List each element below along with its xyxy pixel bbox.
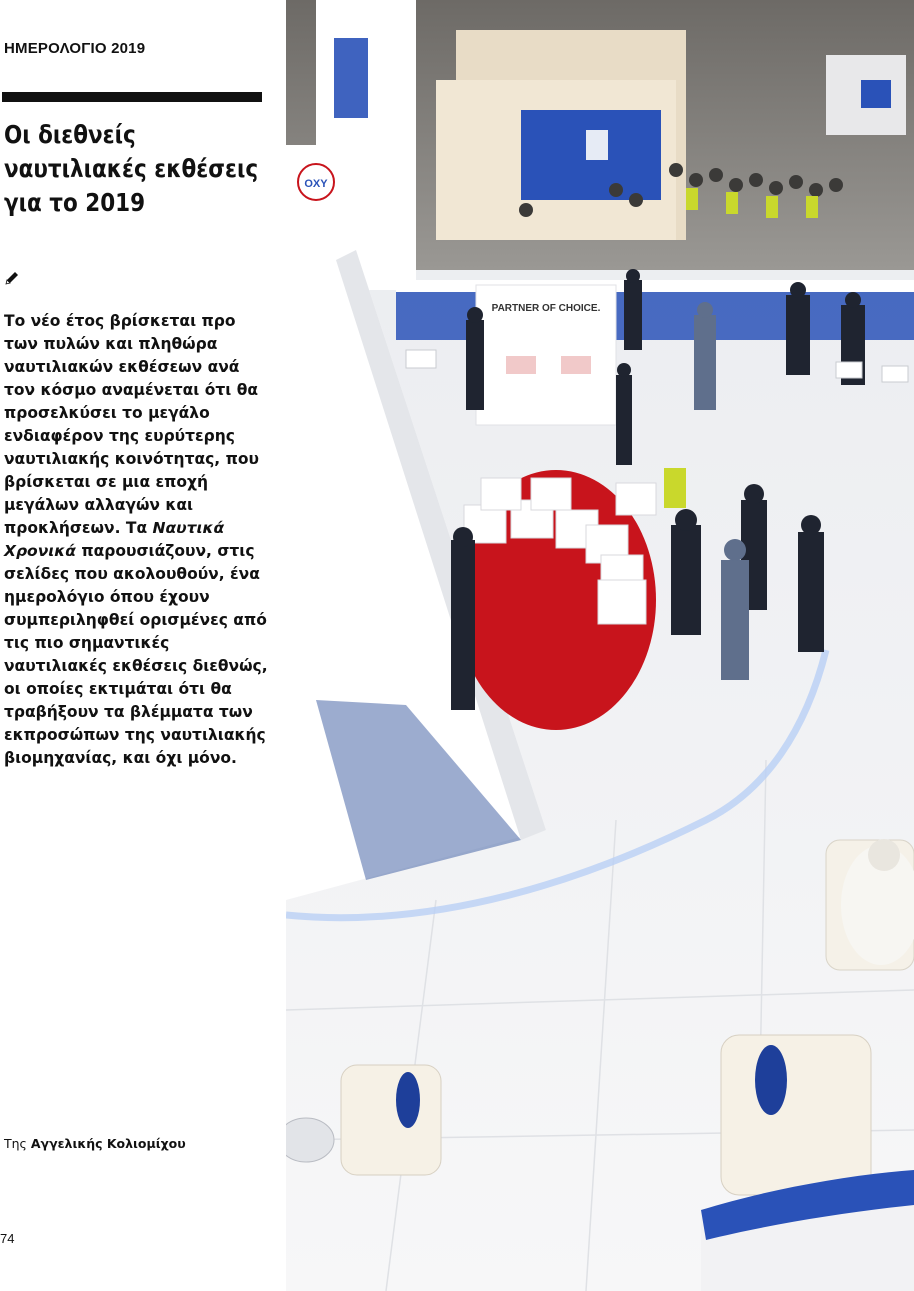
pen-icon [4, 270, 20, 286]
armchair-left [341, 1065, 441, 1175]
exhibition-photo [286, 0, 914, 1291]
article-intro [4, 310, 274, 770]
section-label: ΗΜΕΡΟΛΟΓΙΟ 2019 [4, 40, 146, 57]
oxy-logo: OXY [304, 178, 328, 190]
article-headline: Οι διεθνείς ναυτιλιακές εκθέσεις για το 2019 [4, 120, 259, 217]
intro-text-continued: παρουσιάζουν, στις σελίδες που ακολουθούν, ένα ημερολόγιο όπου έχουν συμπεριληφθεί ορισμένες από τις πιο σημαντικές ναυτιλιακές εκθέσεις διεθνώς, οι οποίες εκτιμάται ότι θα τραβήξουν τα βλέμματα των εκπροσώπων της ναυτιλιακής βιομηχανίας, και όχι μόνο. [4, 542, 268, 767]
page-number: 74 [0, 1231, 15, 1246]
armchair-right [721, 1035, 871, 1195]
publication-name: Ναυτικά Χρονικά [4, 519, 225, 560]
byline-author: Αγγελικής Κολιομίχου [30, 1136, 186, 1151]
byline [4, 1136, 186, 1151]
booth-sign: PARTNER OF CHOICE. [491, 303, 601, 314]
byline-prefix: Της [4, 1136, 31, 1151]
header-rule [2, 92, 262, 102]
intro-text: Το νέο έτος βρίσκεται προ των πυλών και πληθώρα ναυτιλιακών εκθέσεων ανά τον κόσμο αναμένεται ότι θα προσελκύσει το μεγάλο ενδιαφέρον της ευρύτερης ναυτιλιακής κοινότητας, που βρίσκεται σε μια εποχή μεγάλων αλλαγών και προκλήσεων. Τα [4, 312, 259, 537]
